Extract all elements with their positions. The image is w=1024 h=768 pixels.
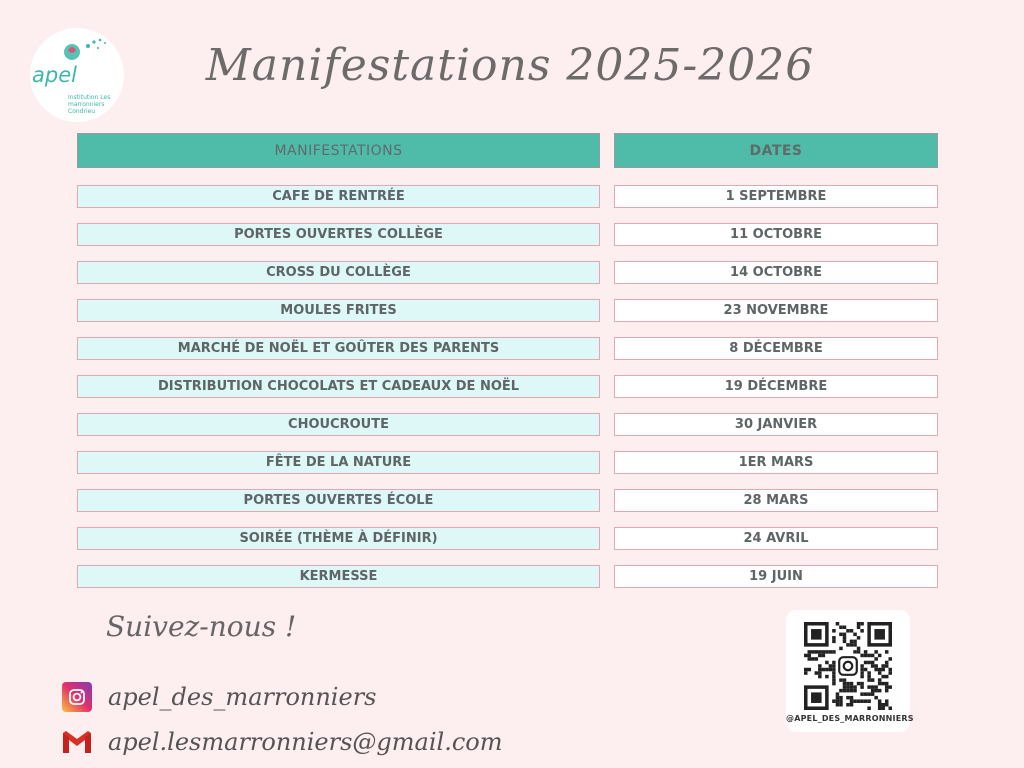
logo-word: apel	[32, 63, 77, 87]
gmail-icon	[60, 725, 94, 759]
event-date-cell: 8 DÉCEMBRE	[614, 337, 938, 360]
qr-caption: @APEL_DES_MARRONNIERS	[786, 714, 914, 723]
event-date-cell: 28 MARS	[614, 489, 938, 512]
event-date-cell: 30 JANVIER	[614, 413, 938, 436]
event-name-cell: CROSS DU COLLÈGE	[77, 261, 600, 284]
event-date-cell: 1ER MARS	[614, 451, 938, 474]
event-name-cell: PORTES OUVERTES ÉCOLE	[77, 489, 600, 512]
event-name-cell: KERMESSE	[77, 565, 600, 588]
event-date-cell: 19 JUIN	[614, 565, 938, 588]
page-title: Manifestations 2025-2026	[205, 40, 815, 91]
event-date-cell: 19 DÉCEMBRE	[614, 375, 938, 398]
header-manifestations: MANIFESTATIONS	[77, 133, 600, 168]
event-name-cell: SOIRÉE (THÈME À DÉFINIR)	[77, 527, 600, 550]
follow-us-text: Suivez-nous !	[106, 610, 297, 643]
event-name-cell: FÊTE DE LA NATURE	[77, 451, 600, 474]
email-address[interactable]: apel.lesmarronniers@gmail.com	[108, 728, 503, 756]
event-date-cell: 14 OCTOBRE	[614, 261, 938, 284]
instagram-handle[interactable]: apel_des_marronniers	[108, 683, 377, 711]
event-date-cell: 11 OCTOBRE	[614, 223, 938, 246]
header-dates: DATES	[614, 133, 938, 168]
event-name-cell: CAFE DE RENTRÉE	[77, 185, 600, 208]
event-date-cell: 24 AVRIL	[614, 527, 938, 550]
event-date-cell: 1 SEPTEMBRE	[614, 185, 938, 208]
qr-code-card[interactable]	[786, 610, 914, 732]
event-name-cell: CHOUCROUTE	[77, 413, 600, 436]
qr-code	[804, 622, 892, 710]
apel-logo	[30, 28, 124, 122]
event-date-cell: 23 NOVEMBRE	[614, 299, 938, 322]
event-name-cell: MARCHÉ DE NOËL ET GOÛTER DES PARENTS	[77, 337, 600, 360]
event-name-cell: MOULES FRITES	[77, 299, 600, 322]
event-name-cell: PORTES OUVERTES COLLÈGE	[77, 223, 600, 246]
event-name-cell: DISTRIBUTION CHOCOLATS ET CADEAUX DE NOËL	[77, 375, 600, 398]
logo-subtitle: Institution Les marronniers Condrieu	[68, 94, 111, 115]
instagram-icon	[60, 680, 94, 714]
